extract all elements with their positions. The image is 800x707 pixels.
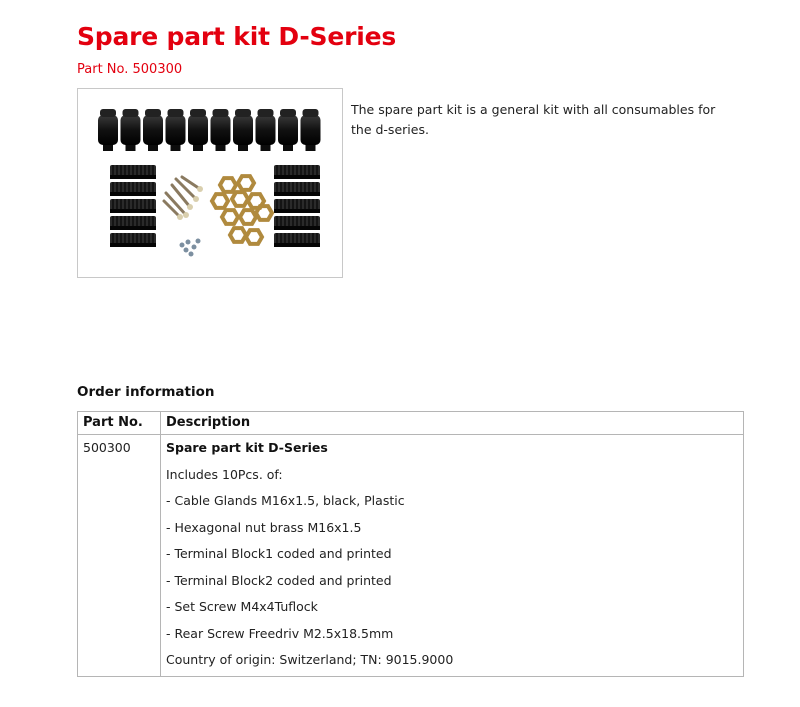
order-information-heading: Order information [77,384,215,400]
description-line: - Terminal Block1 coded and printed [166,546,392,561]
description-title: Spare part kit D-Series [166,440,328,455]
description-line: Includes 10Pcs. of: [166,466,283,482]
description-line: - Rear Screw Freedriv M2.5x18.5mm [166,625,394,641]
part-number: Part No. 500300 [77,62,183,77]
intro-text: The spare part kit is a general kit with all consumables for the d-series. [351,102,716,137]
part-no-cell: 500300 [78,435,161,677]
description-cell [161,435,744,677]
column-header-description: Description [161,412,744,435]
order-table [77,411,744,677]
table-header-row [78,412,744,435]
description-line: Country of origin: Switzerland; TN: 9015.9000 [166,652,454,667]
table-row [78,435,744,677]
description-line: - Terminal Block2 coded and printed [166,572,392,588]
column-header-part-no: Part No. [78,412,161,435]
product-photo [77,88,343,278]
page-title: Spare part kit D-Series [77,22,397,51]
description-line: - Cable Glands M16x1.5, black, Plastic [166,493,405,508]
description-line: - Hexagonal nut brass M16x1.5 [166,519,362,535]
description-line: - Set Screw M4x4Tuflock [166,599,318,614]
